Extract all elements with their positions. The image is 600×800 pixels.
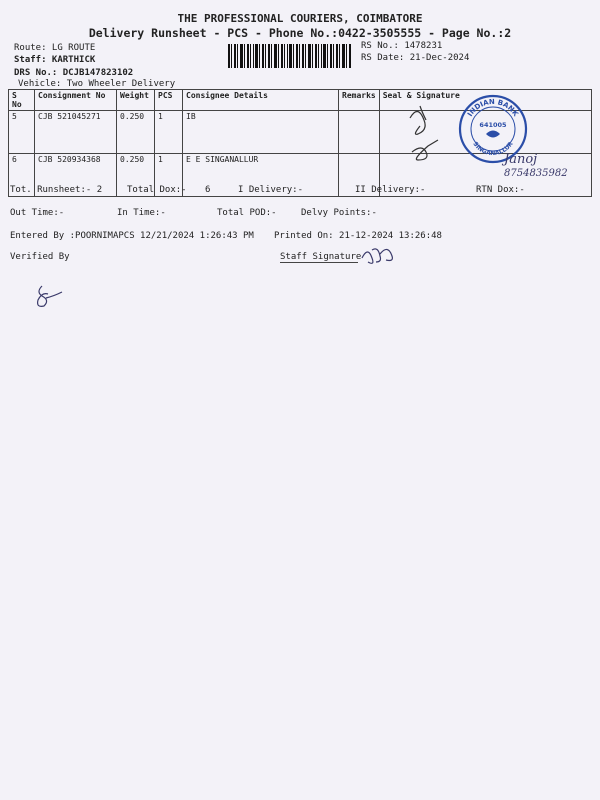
- out-time: Out Time:-: [10, 208, 65, 218]
- ii-delivery: II Delivery:-: [355, 185, 426, 195]
- cell-sno: 6: [9, 154, 35, 197]
- cell-consignee: E E SINGANALLUR: [183, 154, 339, 197]
- col-seal: Seal & Signature: [379, 90, 591, 111]
- col-sno: S No: [9, 90, 35, 111]
- cell-pcs: 1: [155, 111, 183, 154]
- entered-by: Entered By :POORNIMAPCS 12/21/2024 1:26:43 PM: [10, 231, 254, 241]
- svg-text:641005: 641005: [479, 121, 507, 129]
- verified-by: Verified By: [10, 252, 70, 262]
- total-dox-value: 6: [205, 185, 211, 195]
- col-consignment: Consignment No: [35, 90, 117, 111]
- cell-pcs: 1: [155, 154, 183, 197]
- verifier-signature-icon: [30, 282, 70, 310]
- company-title: THE PROFESSIONAL COURIERS, COIMBATORE: [177, 12, 423, 25]
- in-time: In Time:-: [117, 208, 166, 218]
- col-weight: Weight: [117, 90, 155, 111]
- cell-sno: 5: [9, 111, 35, 154]
- col-remarks: Remarks: [339, 90, 380, 111]
- cell-consignment: CJB 521045271: [35, 111, 117, 154]
- col-pcs: PCS: [155, 90, 183, 111]
- tot-runsheet: Tot. Runsheet:- 2: [10, 185, 103, 195]
- handwritten-name: Janoj: [504, 152, 538, 167]
- staff-signature-icon: [360, 244, 400, 266]
- staff-signature-line: [280, 262, 358, 263]
- svg-text:SINGANALLUR: SINGANALLUR: [471, 140, 515, 158]
- rtn-dox: RTN Dox:-: [476, 185, 525, 195]
- staff-signature-label: Staff Signature: [280, 252, 362, 262]
- rs-date: RS Date: 21-Dec-2024: [361, 53, 470, 63]
- delvy-points: Delvy Points:-: [301, 208, 377, 218]
- total-pod: Total POD:-: [217, 208, 277, 218]
- cell-remarks: [339, 111, 380, 154]
- barcode-icon: [228, 44, 352, 68]
- staff-line: Staff: KARTHICK: [14, 55, 96, 65]
- cell-weight: 0.250: [117, 154, 155, 197]
- col-consignee: Consignee Details: [183, 90, 339, 111]
- receiver-signature-icon: [404, 100, 454, 170]
- vehicle-line: Vehicle: Two Wheeler Delivery: [18, 79, 176, 89]
- runsheet-subtitle: Delivery Runsheet - PCS - Phone No.:0422-3505555 - Page No.:2: [88, 26, 512, 40]
- cell-consignee: IB: [183, 111, 339, 154]
- route-line: Route: LG ROUTE: [14, 43, 96, 53]
- i-delivery: I Delivery:-: [238, 185, 304, 195]
- drs-line: DRS No.: DCJB147823102: [14, 68, 134, 78]
- printed-on: Printed On: 21-12-2024 13:26:48: [274, 231, 442, 241]
- rs-no: RS No.: 1478231: [361, 41, 443, 51]
- total-dox-label: Total Dox:-: [127, 185, 187, 195]
- cell-weight: 0.250: [117, 111, 155, 154]
- cell-consignment: CJB 520934368: [35, 154, 117, 197]
- handwritten-phone: 8754835982: [504, 168, 568, 179]
- svg-text:INDIAN BANK: INDIAN BANK: [466, 97, 520, 118]
